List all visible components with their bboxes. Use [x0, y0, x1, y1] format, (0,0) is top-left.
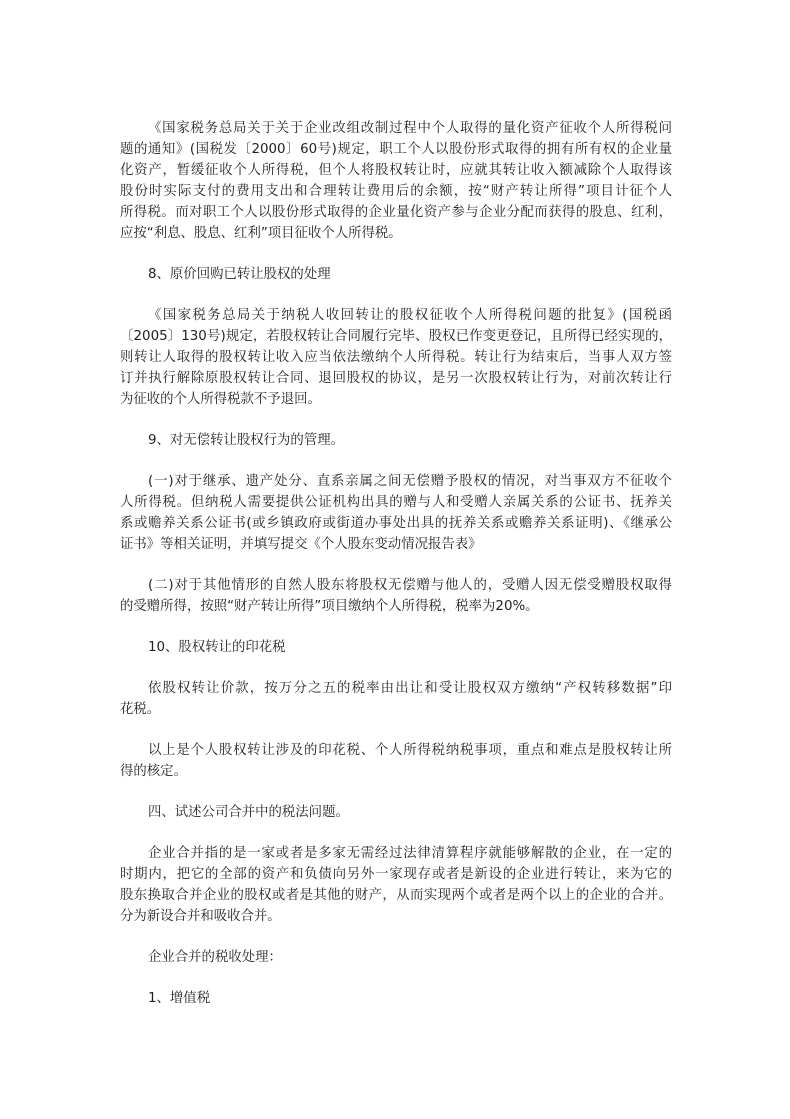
- paragraph-line: 证书》等相关证明，并填写提交《个人股东变动情况报告表》: [120, 537, 482, 552]
- paragraph-line: 题的通知》(国税发〔2000〕60号)规定，职工个人以股份形式取得的拥有所有权的企业量: [120, 142, 672, 157]
- paragraph-merger-definition: [120, 843, 672, 927]
- section-title-text: 四、试述公司合并中的税法问题。: [148, 805, 349, 820]
- paragraph-line: 系或赡养关系公证书(或乡镇政府或街道办事处出具的抚养关系或赡养关系证明)、《继承公: [120, 516, 672, 531]
- heading-text: 9、对无偿转让股权行为的管理。: [148, 433, 344, 448]
- heading-1-vat: [120, 988, 672, 1009]
- paragraph-inheritance: [120, 471, 672, 555]
- paragraph-line: 化资产，暂缓征收个人所得税，但个人将股权转让时，应就其转让收入额减除个人取得该: [120, 163, 672, 178]
- document-body: [120, 118, 672, 1009]
- paragraph-line: 《国家税务总局关于关于企业改组改制过程中个人取得的量化资产征收个人所得税问: [148, 121, 672, 136]
- paragraph-line: 《国家税务总局关于纳税人收回转让的股权征收个人所得税问题的批复》(国税函: [148, 308, 672, 323]
- paragraph-line: 股份时实际支付的费用支出和合理转让费用后的余额，按“财产转让所得”项目计征个人: [120, 184, 672, 199]
- paragraph-line: 则转让人取得的股权转让收入应当依法缴纳个人所得税。转让行为结束后，当事人双方签: [120, 350, 672, 365]
- paragraph-line: 股东换取合并企业的股权或者是其他的财产，从而实现两个或者是两个以上的企业的合并。: [120, 888, 672, 903]
- paragraph-line: 花税。: [120, 702, 161, 717]
- paragraph-quantified-assets: [120, 118, 672, 244]
- section-title-4: [120, 802, 672, 823]
- paragraph-line: 时期内，把它的全部的资产和负债向另外一家现存或者是新设的企业进行转让，来为它的: [120, 867, 672, 882]
- paragraph-line: 得的核定。: [120, 764, 187, 779]
- heading-text: 10、股权转让的印花税: [148, 640, 286, 655]
- paragraph-line: 的受赠所得，按照“财产转让所得”项目缴纳个人所得税，税率为20%。: [120, 599, 539, 614]
- paragraph-line: (二)对于其他情形的自然人股东将股权无偿赠与他人的，受赠人因无偿受赠股权取得: [148, 578, 672, 593]
- paragraph-line: 应按“利息、股息、红利”项目征收个人所得税。: [120, 226, 402, 241]
- paragraph-line: 分为新设合并和吸收合并。: [120, 909, 281, 924]
- paragraph-line: 订并执行解除原股权转让合同、退回股权的协议，是另一次股权转让行为，对前次转让行: [120, 371, 672, 386]
- paragraph-line: (一)对于继承、遗产处分、直系亲属之间无偿赠予股权的情况，对当事双方不征收个: [148, 474, 672, 489]
- paragraph-gift-transfer: [120, 575, 672, 617]
- paragraph-repurchase: [120, 305, 672, 410]
- paragraph-summary: [120, 740, 672, 782]
- paragraph-line: 企业合并指的是一家或者是多家无需经过法律清算程序就能够解散的企业，在一定的: [148, 846, 672, 861]
- heading-9: [120, 430, 672, 451]
- paragraph-stamp-tax: [120, 678, 672, 720]
- paragraph-line: 为征收的个人所得税款不予退回。: [120, 392, 321, 407]
- heading-text: 8、原价回购已转让股权的处理: [148, 267, 331, 282]
- heading-text: 1、增值税: [148, 991, 211, 1006]
- paragraph-line: 以上是个人股权转让涉及的印花税、个人所得税纳税事项，重点和难点是股权转让所: [148, 743, 672, 758]
- paragraph-merger-tax-treatment: [120, 947, 672, 968]
- paragraph-line: 人所得税。但纳税人需要提供公证机构出具的赠与人和受赠人亲属关系的公证书、抚养关: [120, 495, 672, 510]
- paragraph-line: 所得税。而对职工个人以股份形式取得的企业量化资产参与企业分配而获得的股息、红利，: [120, 205, 672, 220]
- paragraph-text: 企业合并的税收处理：: [148, 950, 282, 965]
- heading-8: [120, 264, 672, 285]
- paragraph-line: 〔2005〕130号)规定，若股权转让合同履行完毕、股权已作变更登记，且所得已经实现的，: [120, 329, 672, 344]
- paragraph-line: 依股权转让价款，按万分之五的税率由出让和受让股权双方缴纳“产权转移数据”印: [148, 681, 672, 696]
- heading-10: [120, 637, 672, 658]
